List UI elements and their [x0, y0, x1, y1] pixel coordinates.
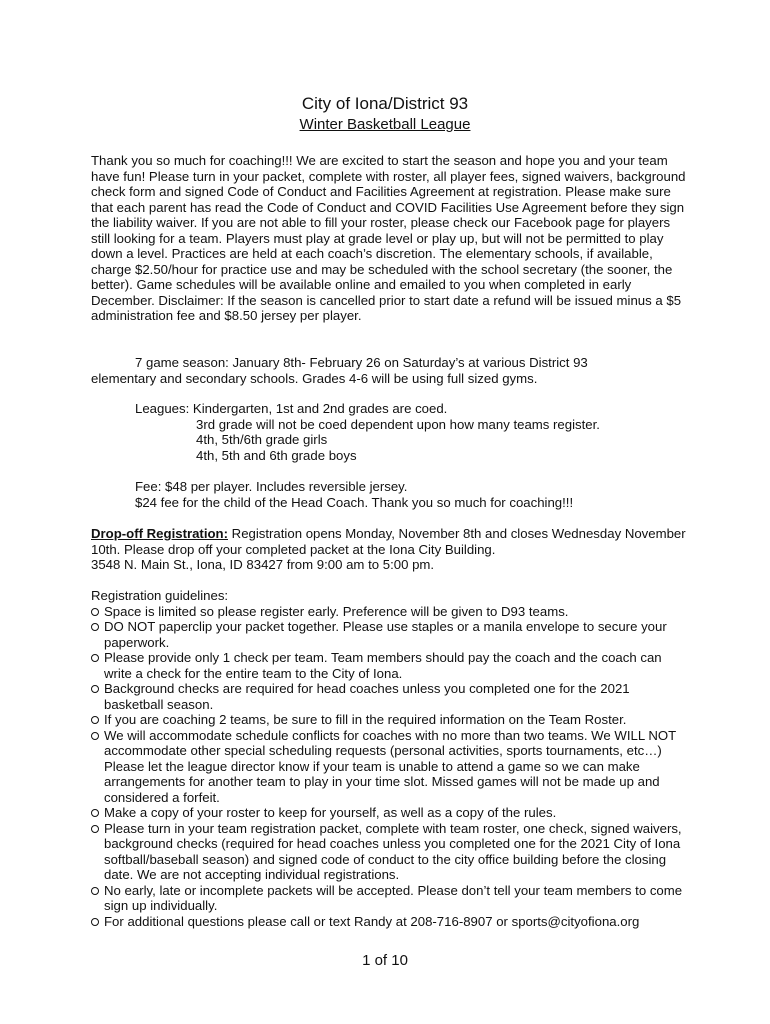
- list-item: [91, 728, 691, 806]
- list-item: [91, 805, 691, 821]
- list-item: [91, 883, 691, 914]
- season-line-1: 7 game season: January 8th- February 26 on Saturday’s at various District 93: [135, 355, 588, 370]
- dropoff-paragraph: [91, 526, 691, 557]
- fee-section: [135, 479, 695, 510]
- circle-bullet-icon: [91, 654, 99, 662]
- list-item-text: For additional questions please call or text Randy at 208-716-8907 or sports@cityofiona.org: [104, 913, 640, 929]
- leagues-section: [135, 401, 695, 463]
- document-title: City of Iona/District 93: [301, 94, 469, 113]
- list-item: [91, 604, 691, 620]
- dropoff-label: Drop-off Registration:: [91, 526, 228, 541]
- list-item-text: We will accommodate schedule conflicts for coaches with no more than two teams. We WILL NOT accommodate other special scheduling requests (personal activities, sports tournaments, etc…) Please let the league director know if your team is unable to attend a game so we can make arrangements for another team to play in your time slot. Missed games will not be made up and considered a forfeit.: [104, 727, 676, 805]
- list-item: [91, 914, 691, 930]
- guidelines-heading: Registration guidelines:: [91, 588, 229, 603]
- page-number: 1 of 10: [362, 952, 408, 969]
- leagues-line-4: 4th, 5th and 6th grade boys: [196, 447, 357, 463]
- circle-bullet-icon: [91, 809, 99, 817]
- list-item: [91, 619, 691, 650]
- season-paragraph: [91, 355, 691, 386]
- circle-bullet-icon: [91, 732, 99, 740]
- list-item-text: Please turn in your team registration packet, complete with team roster, one check, signed waivers, background checks (required for head coaches unless you completed one for the 2021 City of Iona softball/baseball season) and signed code of conduct to the city office building before the closing date. We are not accepting individual registrations.: [104, 820, 682, 882]
- dropoff-address: 3548 N. Main St., Iona, ID 83427 from 9:00 am to 5:00 pm.: [91, 557, 435, 572]
- leagues-line-2: 3rd grade will not be coed dependent upon how many teams register.: [196, 416, 600, 432]
- list-item-text: Space is limited so please register early. Preference will be given to D93 teams.: [104, 603, 569, 619]
- circle-bullet-icon: [91, 918, 99, 926]
- leagues-line-1: Leagues: Kindergarten, 1st and 2nd grades are coed.: [135, 401, 448, 416]
- guidelines-list: [91, 604, 691, 930]
- list-item-text: Background checks are required for head coaches unless you completed one for the 2021 basketball season.: [104, 681, 630, 712]
- list-item: [91, 821, 691, 883]
- list-item-text: Please provide only 1 check per team. Team members should pay the coach and the coach can write a check for the entire team to the City of Iona.: [104, 650, 662, 681]
- leagues-line-3: 4th, 5th/6th grade girls: [196, 432, 328, 447]
- list-item: [91, 650, 691, 681]
- list-item-text: If you are coaching 2 teams, be sure to fill in the required information on the Team Roster.: [104, 712, 627, 727]
- intro-paragraph: Thank you so much for coaching!!! We are excited to start the season and hope you and your team have fun! Please turn in your packet, complete with roster, all player fees, signed waivers, background check form and signed Code of Conduct and Facilities Agreement at registration. Please make sure that each parent has read the Code of Conduct and COVID Facilities Use Agreement before they sign the liability waiver. If you are not able to fill your roster, please check our Facebook page for players still looking for a team. Players must play at grade level or play up, but will not be permitted to play down a level. Practices are held at each coach’s discretion. The elementary schools, if available, charge $2.50/hour for practice use and may be scheduled with the school secretary (the sooner, the better). Game schedules will be available online and emailed to you when completed in early December. Disclaimer: If the season is cancelled prior to start date a refund will be issued minus a $5 administration fee and $8.50 jersey per player.: [91, 153, 686, 323]
- circle-bullet-icon: [91, 623, 99, 631]
- list-item-text: DO NOT paperclip your packet together. Please use staples or a manila envelope to secure your paperwork.: [104, 619, 667, 650]
- dropoff-text: Registration opens Monday, November 8th and closes Wednesday November 10th. Please drop off your completed packet at the Iona City Building.: [91, 526, 686, 557]
- circle-bullet-icon: [91, 825, 99, 833]
- circle-bullet-icon: [91, 608, 99, 616]
- circle-bullet-icon: [91, 716, 99, 724]
- list-item: [91, 681, 691, 712]
- guidelines-section: [91, 588, 691, 929]
- list-item-text: Make a copy of your roster to keep for yourself, as well as a copy of the rules.: [104, 805, 557, 820]
- circle-bullet-icon: [91, 685, 99, 693]
- list-item-text: No early, late or incomplete packets will be accepted. Please don’t tell your team members to come sign up individually.: [104, 882, 683, 913]
- fee-line-2: $24 fee for the child of the Head Coach. Thank you so much for coaching!!!: [135, 494, 574, 510]
- dropoff-section: [91, 526, 691, 573]
- document-subtitle: Winter Basketball League: [299, 116, 471, 133]
- circle-bullet-icon: [91, 887, 99, 895]
- list-item: [91, 712, 691, 728]
- season-line-2: elementary and secondary schools. Grades 4-6 will be using full sized gyms.: [91, 370, 538, 386]
- fee-line-1: Fee: $48 per player. Includes reversible jersey.: [135, 479, 408, 494]
